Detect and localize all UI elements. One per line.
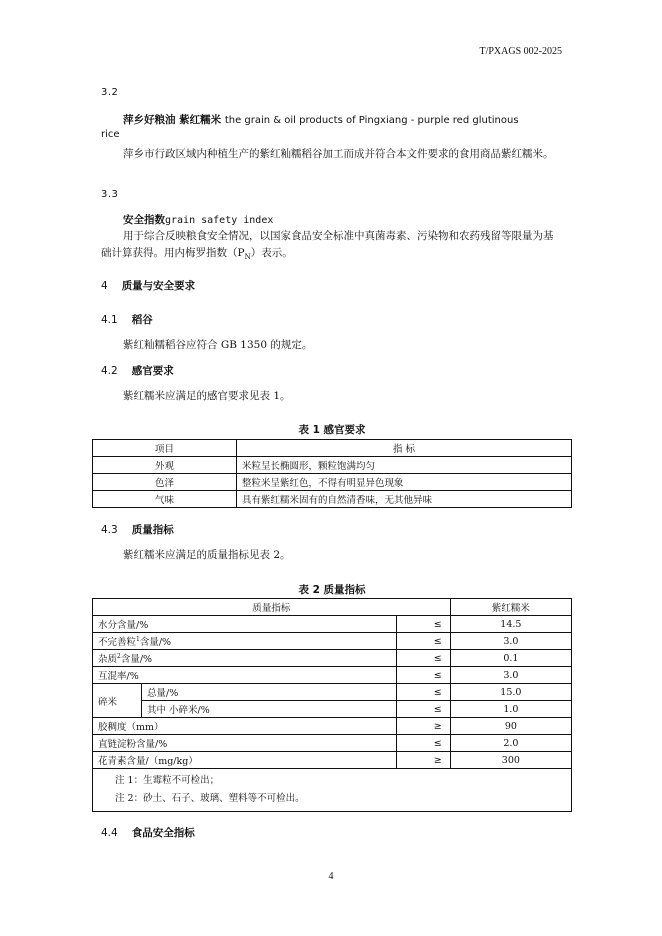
- table-row: [93, 616, 572, 633]
- table-cell-symbol: ≤: [396, 650, 450, 667]
- section-4-heading: [101, 278, 195, 293]
- table-cell-value: 1.0: [450, 701, 571, 718]
- table-notes: [93, 769, 572, 812]
- table-cell-value: 0.1: [450, 650, 571, 667]
- item-text: 含量/%: [120, 654, 153, 665]
- term-3-3-en: grain safety index: [165, 215, 274, 226]
- table-note-1: 注 1：生霉粒不可检出；: [115, 775, 220, 786]
- clause-4-3-number: 4.3: [101, 524, 118, 536]
- table-cell: 外观: [93, 457, 237, 474]
- clause-4-1-heading: [101, 312, 153, 327]
- table-note-2: 注 2：砂土、石子、玻璃、塑料等不可检出。: [115, 793, 305, 804]
- table-cell: 米粒呈长椭圆形，颗粒饱满均匀: [237, 457, 572, 474]
- section-4-title: 质量与安全要求: [121, 280, 196, 292]
- table-cell: 胶稠度（mm）: [93, 718, 397, 735]
- table-row: [93, 491, 572, 508]
- definition-3-3-subscript: N: [244, 253, 251, 262]
- term-3-3: [123, 212, 273, 227]
- table-cell-value: 2.0: [450, 735, 571, 752]
- table-cell-symbol: ≤: [396, 735, 450, 752]
- table-2-header-item: 质量指标: [93, 599, 451, 616]
- table-row: [93, 701, 572, 718]
- table-cell: 互混率/%: [93, 667, 397, 684]
- table-1: [92, 439, 572, 508]
- table-cell: [93, 633, 397, 650]
- term-3-2-cn: 萍乡好粮油 紫红糯米: [123, 114, 222, 126]
- footnote-marker: 2: [117, 652, 121, 660]
- table-2-caption: 表 2 质量指标: [298, 584, 366, 596]
- clause-4-4-heading: [101, 825, 195, 840]
- clause-4-1-title: 稻谷: [131, 314, 153, 326]
- table-cell-symbol: ≤: [396, 616, 450, 633]
- table-cell: 花青素含量/（mg/kg）: [93, 752, 397, 769]
- table-2-header-value: 紫红糯米: [450, 599, 571, 616]
- table-row: [93, 752, 572, 769]
- item-text: 杂质: [98, 654, 118, 665]
- table-cell: 水分含量/%: [93, 616, 397, 633]
- table-cell: [93, 650, 397, 667]
- clause-4-3-heading: [101, 522, 174, 537]
- clause-4-1-number: 4.1: [101, 314, 118, 326]
- table-cell-value: 90: [450, 718, 571, 735]
- table-cell-symbol: ≤: [396, 701, 450, 718]
- definition-3-3-text: 用于综合反映粮食安全情况，以国家食品安全标准中真菌毒素、污染物和农药残留等限量为基础计算获得。用内梅罗指数（P: [101, 230, 554, 259]
- table-row: [93, 650, 572, 667]
- clause-number-3-2: 3.2: [101, 87, 119, 98]
- footnote-marker: 1: [136, 635, 140, 643]
- table-row: [93, 457, 572, 474]
- table-cell-value: 300: [450, 752, 571, 769]
- table-row: [93, 718, 572, 735]
- clause-4-2-title: 感官要求: [131, 365, 174, 377]
- table-row: [93, 633, 572, 650]
- table-1-header-item: 项目: [93, 440, 237, 457]
- clause-4-2-heading: [101, 363, 174, 378]
- table-cell-value: 3.0: [450, 667, 571, 684]
- item-text: 含量/%: [139, 637, 172, 648]
- table-cell-value: 15.0: [450, 684, 571, 701]
- clause-4-4-number: 4.4: [101, 827, 118, 839]
- table-notes-row: [93, 769, 572, 812]
- section-4-number: 4: [101, 280, 108, 292]
- table-cell-symbol: ≤: [396, 633, 450, 650]
- clause-4-3-text: 紫红糯米应满足的质量指标见表 2。: [123, 549, 291, 561]
- clause-4-3-title: 质量指标: [131, 524, 174, 536]
- table-cell-symbol: ≥: [396, 752, 450, 769]
- term-3-2: [123, 112, 519, 127]
- definition-3-3-tail: ）表示。: [250, 247, 293, 259]
- table-cell: 具有紫红糯米固有的自然清香味，无其他异味: [237, 491, 572, 508]
- table-1-header-spec: 指 标: [237, 440, 572, 457]
- table-cell-symbol: ≥: [396, 718, 450, 735]
- table-cell: 色泽: [93, 474, 237, 491]
- table-row: [93, 667, 572, 684]
- clause-number-3-3: 3.3: [101, 189, 119, 200]
- table-cell-symbol: ≤: [396, 667, 450, 684]
- term-3-3-cn: 安全指数: [123, 214, 165, 226]
- table-row: [93, 684, 572, 701]
- definition-3-3: [101, 228, 561, 266]
- definition-3-2: 萍乡市行政区域内种植生产的紫红籼糯稻谷加工而成并符合本文件要求的食用商品紫红糯米。: [123, 148, 554, 160]
- table-cell-broken-rice: 碎米: [93, 684, 142, 718]
- page-number: 4: [328, 871, 334, 882]
- clause-4-2-text: 紫红糯米应满足的感官要求见表 1。: [123, 390, 291, 402]
- table-cell-symbol: ≤: [396, 684, 450, 701]
- table-cell-value: 14.5: [450, 616, 571, 633]
- table-2: [92, 598, 572, 812]
- running-header: T/PXAGS 002-2025: [479, 46, 562, 57]
- table-1-caption: 表 1 感官要求: [298, 424, 366, 436]
- table-row: [93, 474, 572, 491]
- table-cell: 整粒米呈紫红色，不得有明显异色现象: [237, 474, 572, 491]
- item-text: 不完善粒: [98, 637, 137, 648]
- table-cell: 气味: [93, 491, 237, 508]
- term-3-2-en: the grain & oil products of Pingxiang - purple red glutinous: [224, 115, 519, 126]
- table-cell: 总量/%: [142, 684, 397, 701]
- table-cell: 其中 小碎米/%: [142, 701, 397, 718]
- clause-4-1-text: 紫红籼糯稻谷应符合 GB 1350 的规定。: [123, 339, 313, 351]
- clause-4-4-title: 食品安全指标: [131, 827, 195, 839]
- clause-4-2-number: 4.2: [101, 365, 118, 377]
- term-3-2-en-cont: rice: [101, 129, 120, 140]
- table-cell-value: 3.0: [450, 633, 571, 650]
- table-cell: 直链淀粉含量/%: [93, 735, 397, 752]
- table-row: [93, 735, 572, 752]
